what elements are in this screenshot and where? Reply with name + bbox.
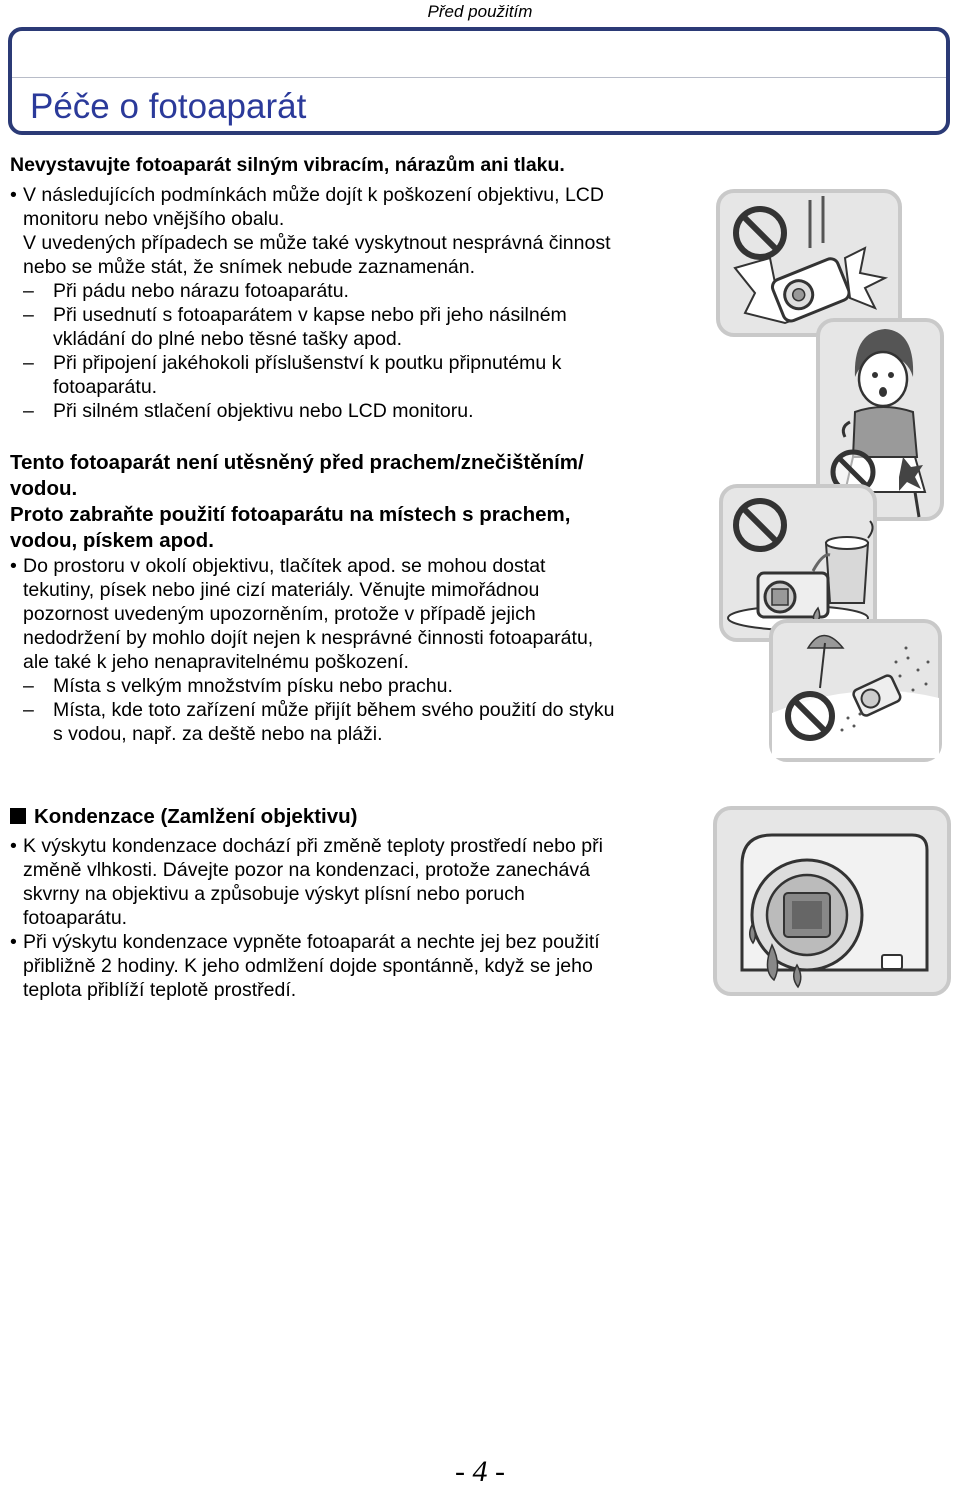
section-heading: Kondenzace (Zamlžení objektivu) [10, 804, 700, 830]
condensation-illustration [712, 805, 952, 997]
dash-item: – Při připojení jakéhokoli příslušenství k poutku připnutému k [23, 352, 562, 374]
section-shock: Nevystavujte fotoaparát silným vibracím, nárazům ani tlaku. • V následujících podmínkách může dojít k poškození objektivu, LCD monitoru nebo vnějšího obalu. V uvedených případech se může také vyskytnout nesprávná činnost nebo se může stát, že snímek nebude zaznamenán. – Při pádu nebo nárazu fotoaparátu. – Při usednutí s fotoaparátem v kapse nebo při jeho násilném vkládání do plné nebo těsné tašky apod. – Při připojení jakéhokoli příslušenství k poutku připnutému k fotoaparátu. – Při silném stlačení objektivu nebo LCD monitoru. [10, 153, 700, 423]
bullet-item: • V následujících podmínkách může dojít k poškození objektivu, LCD [10, 184, 604, 206]
page-title: Péče o fotoaparát [30, 87, 307, 126]
dash-item: – Při pádu nebo nárazu fotoaparátu. [23, 280, 349, 302]
sand-beach-illustration [768, 618, 943, 763]
bullet-symbol: • [10, 184, 17, 206]
page-number: - 4 - [455, 1455, 505, 1488]
title-band [12, 31, 946, 78]
dash-item: – Místa, kde toto zařízení může přijít během svého použití do styku [23, 699, 615, 721]
prohibited-icon [788, 694, 832, 738]
bullet-item: • Při výskytu kondenzace vypněte fotoaparát a nechte jej bez použití [10, 931, 600, 953]
section-heading: Nevystavujte fotoaparát silným vibracím, nárazům ani tlaku. [10, 154, 565, 176]
title-box [8, 27, 950, 135]
section-heading: Tento fotoaparát není utěsněný před prachem/znečištěním/ [10, 451, 584, 474]
square-bullet-icon [10, 808, 26, 824]
section-dust-water: Tento fotoaparát není utěsněný před prachem/znečištěním/ vodou. Proto zabraňte použití fotoaparátu na místech s prachem, vodou, pískem apod. • Do prostoru v okolí objektivu, tlačítek apod. se mohou dostat tekutiny, písek nebo jiné cizí materiály. Věnujte mimořádnou pozornost uvedeným upozorněním, protože v případě jejich nedodržení by mohlo dojít nejen k nesprávné činnosti fotoaparátu, ale také k jeho nenapravitelnému poškození. – Místa s velkým množstvím písku nebo prachu. – Místa, kde toto zařízení může přijít během svého použití do styku s vodou, např. za deště nebo na pláži. [10, 450, 700, 746]
bullet-item: • Do prostoru v okolí objektivu, tlačítek apod. se mohou dostat [10, 555, 546, 577]
running-head: Před použitím [427, 2, 533, 21]
dash-item: – Při usednutí s fotoaparátem v kapse nebo při jeho násilném [23, 304, 567, 326]
dash-item: – Při silném stlačení objektivu nebo LCD monitoru. [23, 400, 474, 422]
camera-drop-illustration [715, 188, 903, 338]
dash-item: – Místa s velkým množstvím písku nebo prachu. [23, 675, 453, 697]
bullet-item: • K výskytu kondenzace dochází při změně teploty prostředí nebo při [10, 835, 603, 857]
section-condensation: Kondenzace (Zamlžení objektivu) • K výskytu kondenzace dochází při změně teploty prostředí nebo při změně vlhkosti. Dávejte pozor na kondenzaci, protože zanechává skvrny na objektivu a způsobuje výskyt plísní nebo poruch fotoaparátu. • Při výskytu kondenzace vypněte fotoaparát a nechte jej bez použití přibližně 2 hodiny. K jeho odmlžení dojde spontánně, když se jeho teplota přiblíží teplotě prostředí. [10, 804, 700, 1002]
